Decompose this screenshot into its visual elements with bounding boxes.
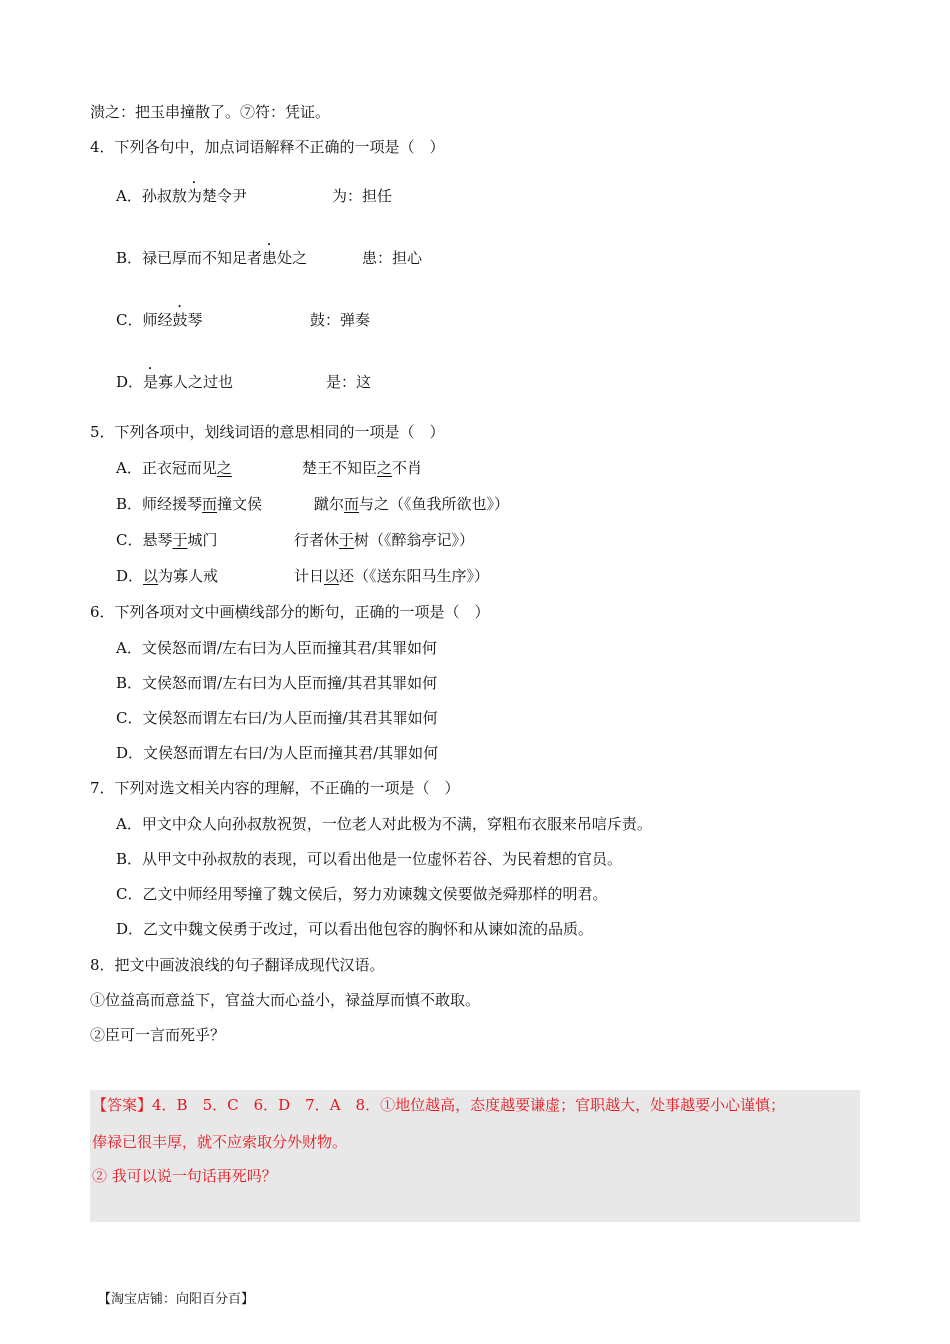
emphasis-dot: 是 [143,373,159,391]
underlined-word: 于 [339,531,355,549]
q5-option-b: B．师经援琴而撞文侯 [116,495,263,513]
q5-option-d-compare: 计日以还（《送东阳马生序》） [294,567,490,585]
q7-option-a: A．甲文中众人向孙叔敖祝贺，一位老人对此极为不满，穿粗布衣服来吊唁斥责。 [116,815,652,833]
q4-option-b-gloss: 患：担心 [362,249,423,267]
q6-option-b: B．文侯怒而谓/左右曰为人臣而撞/其君其罪如何 [116,674,438,692]
underlined-word: 于 [172,531,188,549]
q4-option-b: B．禄已厚而不知足者患处之 [116,249,308,267]
q8-stem: 8．把文中画波浪线的句子翻译成现代汉语。 [90,956,385,974]
q5-option-a: A．正衣冠而见之 [116,459,232,477]
answer-line-3: ② 我可以说一句话再死吗？ [92,1167,277,1185]
underlined-word: 之 [216,459,232,477]
q4-option-c-gloss: 鼓：弹奏 [310,311,371,329]
q5-option-c-compare: 行者休于树（《醉翁亭记》） [294,531,475,549]
underlined-word: 而 [344,495,360,513]
q6-option-d: D．文侯怒而谓左右曰/为人臣而撞其君/其罪如何 [116,744,439,762]
q7-option-c: C．乙文中师经用琴撞了魏文侯后，努力劝谏魏文侯要做尧舜那样的明君。 [116,885,608,903]
footer-shop-label: 【淘宝店铺：向阳百分百】 [98,1292,255,1307]
emphasis-dot: 患 [262,249,278,267]
q8-sentence-1: ①位益高而意益下，官益大而心益小，禄益厚而慎不敢取。 [90,991,481,1009]
q5-option-c: C．悬琴于城门 [116,531,218,549]
q4-stem: 4．下列各句中，加点词语解释不正确的一项是（ ） [90,138,445,156]
underlined-word: 而 [202,495,218,513]
underlined-word: 以 [143,567,159,585]
q4-option-c: C．师经鼓琴 [116,311,203,329]
q6-option-a: A．文侯怒而谓/左右曰为人臣而撞其君/其罪如何 [116,639,437,657]
underlined-word: 之 [377,459,393,477]
q6-stem: 6．下列各项对文中画横线部分的断句，正确的一项是（ ） [90,603,490,621]
q8-sentence-2: ②臣可一言而死乎？ [90,1026,226,1044]
q4-option-d-gloss: 是：这 [326,373,372,391]
q5-option-d: D．以为寡人戒 [116,567,219,585]
q5-option-a-compare: 楚王不知臣之不肖 [302,459,423,477]
emphasis-dot: 为 [186,187,202,205]
q4-option-d: D．是寡人之过也 [116,373,234,391]
q6-option-c: C．文侯怒而谓左右曰/为人臣而撞/其君其罪如何 [116,709,438,727]
q5-stem: 5．下列各项中，划线词语的意思相同的一项是（ ） [90,423,445,441]
answer-line-2: 俸禄已很丰厚，就不应索取分外财物。 [92,1133,348,1151]
q7-option-b: B．从甲文中孙叔敖的表现，可以看出他是一位虚怀若谷、为民着想的官员。 [116,850,623,868]
answer-line-1: 【答案】4．B 5．C 6．D 7．A 8．①地位越高，态度越要谦虚；官职越大，处事越要小心谨慎； [92,1096,786,1114]
q4-option-a: A．孙叔敖为楚令尹 [116,187,247,205]
underlined-word: 以 [324,567,340,585]
q4-option-a-gloss: 为：担任 [332,187,393,205]
q7-option-d: D．乙文中魏文侯勇于改过，可以看出他包容的胸怀和从谏如流的品质。 [116,920,594,938]
emphasis-dot: 鼓 [172,311,188,329]
intro-line: 溃之：把玉串撞散了。⑦符：凭证。 [90,103,331,121]
q5-option-b-compare: 蹴尔而与之（《鱼我所欲也》） [314,495,510,513]
q7-stem: 7．下列对选文相关内容的理解，不正确的一项是（ ） [90,779,460,797]
